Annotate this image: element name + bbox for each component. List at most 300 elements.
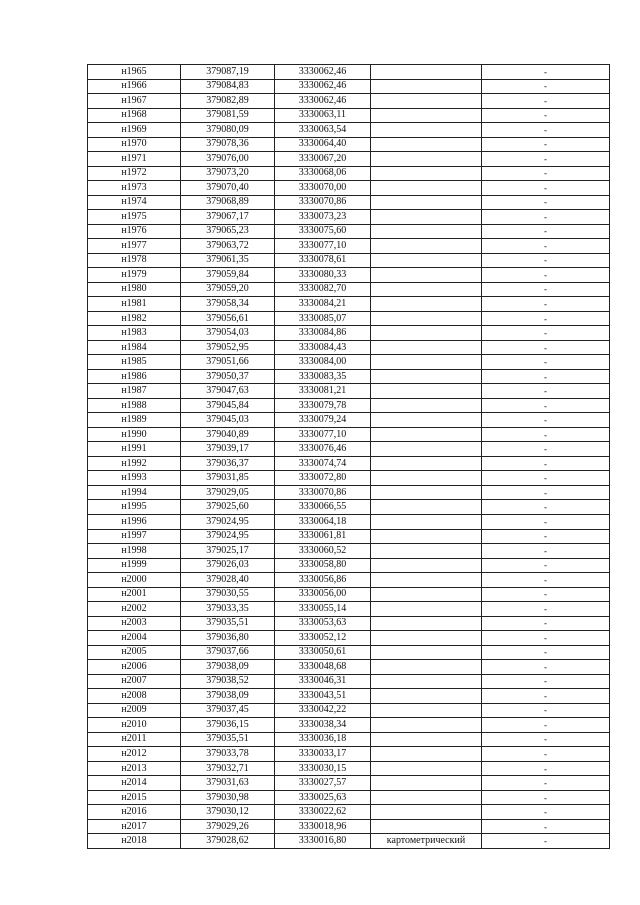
y-coordinate-cell: 3330079,78	[275, 398, 371, 413]
note-cell: -	[482, 355, 610, 370]
note-cell: -	[482, 544, 610, 559]
x-coordinate-cell: 379028,62	[181, 834, 275, 849]
y-coordinate-cell: 3330067,20	[275, 152, 371, 167]
method-cell	[371, 413, 482, 428]
point-number-cell: н1988	[88, 398, 181, 413]
y-coordinate-cell: 3330058,80	[275, 558, 371, 573]
note-cell: -	[482, 297, 610, 312]
point-number-cell: н1985	[88, 355, 181, 370]
y-coordinate-cell: 3330053,63	[275, 616, 371, 631]
x-coordinate-cell: 379050,37	[181, 369, 275, 384]
point-number-cell: н1970	[88, 137, 181, 152]
table-row	[88, 718, 610, 733]
point-number-cell: н1979	[88, 268, 181, 283]
y-coordinate-cell: 3330078,61	[275, 253, 371, 268]
x-coordinate-cell: 379030,55	[181, 587, 275, 602]
x-coordinate-cell: 379033,78	[181, 747, 275, 762]
y-coordinate-cell: 3330085,07	[275, 311, 371, 326]
method-cell	[371, 631, 482, 646]
table-row	[88, 660, 610, 675]
point-number-cell: н2005	[88, 645, 181, 660]
table-row	[88, 819, 610, 834]
note-cell: -	[482, 703, 610, 718]
note-cell: -	[482, 65, 610, 80]
method-cell	[371, 747, 482, 762]
note-cell: -	[482, 456, 610, 471]
point-number-cell: н2015	[88, 790, 181, 805]
note-cell: -	[482, 732, 610, 747]
point-number-cell: н1972	[88, 166, 181, 181]
method-cell	[371, 108, 482, 123]
y-coordinate-cell: 3330076,46	[275, 442, 371, 457]
note-cell: -	[482, 790, 610, 805]
note-cell: -	[482, 268, 610, 283]
point-number-cell: н2007	[88, 674, 181, 689]
x-coordinate-cell: 379036,15	[181, 718, 275, 733]
table-row	[88, 529, 610, 544]
x-coordinate-cell: 379067,17	[181, 210, 275, 225]
note-cell: -	[482, 340, 610, 355]
method-cell	[371, 558, 482, 573]
method-cell	[371, 587, 482, 602]
y-coordinate-cell: 3330062,46	[275, 79, 371, 94]
y-coordinate-cell: 3330062,46	[275, 65, 371, 80]
point-number-cell: н1981	[88, 297, 181, 312]
note-cell: -	[482, 413, 610, 428]
x-coordinate-cell: 379028,40	[181, 573, 275, 588]
y-coordinate-cell: 3330063,54	[275, 123, 371, 138]
point-number-cell: н1973	[88, 181, 181, 196]
method-cell	[371, 79, 482, 94]
point-number-cell: н2004	[88, 631, 181, 646]
method-cell	[371, 340, 482, 355]
point-number-cell: н2014	[88, 776, 181, 791]
note-cell: -	[482, 384, 610, 399]
x-coordinate-cell: 379024,95	[181, 529, 275, 544]
method-cell	[371, 355, 482, 370]
method-cell	[371, 805, 482, 820]
note-cell: -	[482, 195, 610, 210]
method-cell	[371, 790, 482, 805]
point-number-cell: н2002	[88, 602, 181, 617]
note-cell: -	[482, 500, 610, 515]
point-number-cell: н1992	[88, 456, 181, 471]
table-row	[88, 384, 610, 399]
x-coordinate-cell: 379070,40	[181, 181, 275, 196]
method-cell	[371, 602, 482, 617]
table-row	[88, 108, 610, 123]
x-coordinate-cell: 379029,05	[181, 485, 275, 500]
table-row	[88, 514, 610, 529]
point-number-cell: н1980	[88, 282, 181, 297]
method-cell	[371, 282, 482, 297]
method-cell	[371, 718, 482, 733]
y-coordinate-cell: 3330070,00	[275, 181, 371, 196]
table-row	[88, 268, 610, 283]
y-coordinate-cell: 3330084,86	[275, 326, 371, 341]
point-number-cell: н1971	[88, 152, 181, 167]
method-cell	[371, 529, 482, 544]
note-cell: -	[482, 776, 610, 791]
x-coordinate-cell: 379082,89	[181, 94, 275, 109]
x-coordinate-cell: 379024,95	[181, 514, 275, 529]
method-cell	[371, 195, 482, 210]
x-coordinate-cell: 379059,84	[181, 268, 275, 283]
x-coordinate-cell: 379068,89	[181, 195, 275, 210]
point-number-cell: н1982	[88, 311, 181, 326]
method-cell	[371, 732, 482, 747]
y-coordinate-cell: 3330077,10	[275, 239, 371, 254]
y-coordinate-cell: 3330066,55	[275, 500, 371, 515]
x-coordinate-cell: 379031,85	[181, 471, 275, 486]
note-cell: -	[482, 529, 610, 544]
note-cell: -	[482, 805, 610, 820]
method-cell	[371, 181, 482, 196]
method-cell	[371, 776, 482, 791]
method-cell	[371, 514, 482, 529]
table-row	[88, 79, 610, 94]
table-row	[88, 790, 610, 805]
point-number-cell: н1989	[88, 413, 181, 428]
point-number-cell: н1975	[88, 210, 181, 225]
point-number-cell: н2011	[88, 732, 181, 747]
y-coordinate-cell: 3330084,00	[275, 355, 371, 370]
method-cell	[371, 819, 482, 834]
y-coordinate-cell: 3330064,18	[275, 514, 371, 529]
table-row	[88, 398, 610, 413]
x-coordinate-cell: 379054,03	[181, 326, 275, 341]
y-coordinate-cell: 3330060,52	[275, 544, 371, 559]
table-row	[88, 195, 610, 210]
method-cell	[371, 544, 482, 559]
y-coordinate-cell: 3330084,43	[275, 340, 371, 355]
x-coordinate-cell: 379045,03	[181, 413, 275, 428]
x-coordinate-cell: 379080,09	[181, 123, 275, 138]
method-cell	[371, 369, 482, 384]
y-coordinate-cell: 3330050,61	[275, 645, 371, 660]
point-number-cell: н2013	[88, 761, 181, 776]
y-coordinate-cell: 3330077,10	[275, 427, 371, 442]
point-number-cell: н1995	[88, 500, 181, 515]
y-coordinate-cell: 3330030,15	[275, 761, 371, 776]
table-row	[88, 239, 610, 254]
table-row	[88, 631, 610, 646]
table-row	[88, 253, 610, 268]
note-cell: -	[482, 471, 610, 486]
x-coordinate-cell: 379037,66	[181, 645, 275, 660]
table-row	[88, 602, 610, 617]
note-cell: -	[482, 747, 610, 762]
note-cell: -	[482, 398, 610, 413]
y-coordinate-cell: 3330074,74	[275, 456, 371, 471]
y-coordinate-cell: 3330070,86	[275, 195, 371, 210]
note-cell: -	[482, 834, 610, 849]
y-coordinate-cell: 3330043,51	[275, 689, 371, 704]
table-row	[88, 413, 610, 428]
y-coordinate-cell: 3330064,40	[275, 137, 371, 152]
note-cell: -	[482, 602, 610, 617]
method-cell	[371, 442, 482, 457]
x-coordinate-cell: 379025,60	[181, 500, 275, 515]
table-row	[88, 834, 610, 849]
point-number-cell: н1978	[88, 253, 181, 268]
point-number-cell: н1983	[88, 326, 181, 341]
y-coordinate-cell: 3330055,14	[275, 602, 371, 617]
y-coordinate-cell: 3330063,11	[275, 108, 371, 123]
table-row	[88, 369, 610, 384]
table-row	[88, 761, 610, 776]
y-coordinate-cell: 3330062,46	[275, 94, 371, 109]
method-cell	[371, 500, 482, 515]
x-coordinate-cell: 379030,12	[181, 805, 275, 820]
point-number-cell: н2001	[88, 587, 181, 602]
point-number-cell: н2018	[88, 834, 181, 849]
table-row	[88, 471, 610, 486]
note-cell: -	[482, 152, 610, 167]
note-cell: -	[482, 79, 610, 94]
note-cell: -	[482, 819, 610, 834]
method-cell	[371, 253, 482, 268]
x-coordinate-cell: 379058,34	[181, 297, 275, 312]
x-coordinate-cell: 379029,26	[181, 819, 275, 834]
point-number-cell: н1991	[88, 442, 181, 457]
table-row	[88, 311, 610, 326]
note-cell: -	[482, 718, 610, 733]
point-number-cell: н2010	[88, 718, 181, 733]
method-cell	[371, 703, 482, 718]
coordinates-table-body	[88, 65, 610, 849]
method-cell	[371, 137, 482, 152]
table-row	[88, 587, 610, 602]
point-number-cell: н2017	[88, 819, 181, 834]
y-coordinate-cell: 3330080,33	[275, 268, 371, 283]
y-coordinate-cell: 3330082,70	[275, 282, 371, 297]
note-cell: -	[482, 660, 610, 675]
note-cell: -	[482, 587, 610, 602]
method-cell	[371, 660, 482, 675]
y-coordinate-cell: 3330046,31	[275, 674, 371, 689]
note-cell: -	[482, 108, 610, 123]
x-coordinate-cell: 379038,09	[181, 689, 275, 704]
y-coordinate-cell: 3330048,68	[275, 660, 371, 675]
table-row	[88, 137, 610, 152]
note-cell: -	[482, 311, 610, 326]
table-row	[88, 442, 610, 457]
note-cell: -	[482, 239, 610, 254]
point-number-cell: н1977	[88, 239, 181, 254]
note-cell: -	[482, 761, 610, 776]
y-coordinate-cell: 3330036,18	[275, 732, 371, 747]
note-cell: -	[482, 573, 610, 588]
note-cell: -	[482, 326, 610, 341]
table-row	[88, 152, 610, 167]
method-cell	[371, 210, 482, 225]
method-cell	[371, 471, 482, 486]
point-number-cell: н2006	[88, 660, 181, 675]
x-coordinate-cell: 379035,51	[181, 732, 275, 747]
table-row	[88, 703, 610, 718]
x-coordinate-cell: 379036,37	[181, 456, 275, 471]
table-row	[88, 456, 610, 471]
x-coordinate-cell: 379084,83	[181, 79, 275, 94]
method-cell	[371, 645, 482, 660]
method-cell	[371, 616, 482, 631]
point-number-cell: н1990	[88, 427, 181, 442]
note-cell: -	[482, 645, 610, 660]
x-coordinate-cell: 379036,80	[181, 631, 275, 646]
x-coordinate-cell: 379076,00	[181, 152, 275, 167]
table-row	[88, 181, 610, 196]
method-cell	[371, 311, 482, 326]
x-coordinate-cell: 379038,52	[181, 674, 275, 689]
method-cell: картометрический	[371, 834, 482, 849]
note-cell: -	[482, 166, 610, 181]
table-row	[88, 645, 610, 660]
point-number-cell: н1974	[88, 195, 181, 210]
point-number-cell: н1966	[88, 79, 181, 94]
note-cell: -	[482, 224, 610, 239]
y-coordinate-cell: 3330018,96	[275, 819, 371, 834]
y-coordinate-cell: 3330056,00	[275, 587, 371, 602]
table-row	[88, 689, 610, 704]
y-coordinate-cell: 3330022,62	[275, 805, 371, 820]
note-cell: -	[482, 253, 610, 268]
method-cell	[371, 152, 482, 167]
x-coordinate-cell: 379047,63	[181, 384, 275, 399]
table-row	[88, 224, 610, 239]
method-cell	[371, 398, 482, 413]
table-row	[88, 485, 610, 500]
method-cell	[371, 761, 482, 776]
point-number-cell: н2008	[88, 689, 181, 704]
y-coordinate-cell: 3330052,12	[275, 631, 371, 646]
point-number-cell: н1996	[88, 514, 181, 529]
table-row	[88, 544, 610, 559]
point-number-cell: н2012	[88, 747, 181, 762]
table-row	[88, 805, 610, 820]
x-coordinate-cell: 379040,89	[181, 427, 275, 442]
point-number-cell: н1998	[88, 544, 181, 559]
point-number-cell: н1965	[88, 65, 181, 80]
table-row	[88, 340, 610, 355]
table-row	[88, 732, 610, 747]
y-coordinate-cell: 3330016,80	[275, 834, 371, 849]
method-cell	[371, 123, 482, 138]
method-cell	[371, 94, 482, 109]
table-row	[88, 94, 610, 109]
table-row	[88, 747, 610, 762]
x-coordinate-cell: 379031,63	[181, 776, 275, 791]
note-cell: -	[482, 631, 610, 646]
note-cell: -	[482, 123, 610, 138]
note-cell: -	[482, 427, 610, 442]
table-row	[88, 776, 610, 791]
y-coordinate-cell: 3330025,63	[275, 790, 371, 805]
table-row	[88, 558, 610, 573]
x-coordinate-cell: 379081,59	[181, 108, 275, 123]
x-coordinate-cell: 379039,17	[181, 442, 275, 457]
x-coordinate-cell: 379061,35	[181, 253, 275, 268]
method-cell	[371, 65, 482, 80]
point-number-cell: н1987	[88, 384, 181, 399]
note-cell: -	[482, 689, 610, 704]
method-cell	[371, 427, 482, 442]
note-cell: -	[482, 558, 610, 573]
y-coordinate-cell: 3330056,86	[275, 573, 371, 588]
method-cell	[371, 689, 482, 704]
note-cell: -	[482, 514, 610, 529]
method-cell	[371, 485, 482, 500]
point-number-cell: н1986	[88, 369, 181, 384]
y-coordinate-cell: 3330079,24	[275, 413, 371, 428]
coordinates-table	[87, 64, 610, 849]
table-row	[88, 123, 610, 138]
point-number-cell: н1993	[88, 471, 181, 486]
point-number-cell: н1984	[88, 340, 181, 355]
note-cell: -	[482, 674, 610, 689]
point-number-cell: н1976	[88, 224, 181, 239]
table-row	[88, 616, 610, 631]
point-number-cell: н1994	[88, 485, 181, 500]
y-coordinate-cell: 3330042,22	[275, 703, 371, 718]
note-cell: -	[482, 282, 610, 297]
method-cell	[371, 239, 482, 254]
x-coordinate-cell: 379032,71	[181, 761, 275, 776]
method-cell	[371, 326, 482, 341]
x-coordinate-cell: 379025,17	[181, 544, 275, 559]
note-cell: -	[482, 181, 610, 196]
y-coordinate-cell: 3330061,81	[275, 529, 371, 544]
y-coordinate-cell: 3330033,17	[275, 747, 371, 762]
y-coordinate-cell: 3330068,06	[275, 166, 371, 181]
y-coordinate-cell: 3330027,57	[275, 776, 371, 791]
table-row	[88, 282, 610, 297]
point-number-cell: н2016	[88, 805, 181, 820]
table-row	[88, 427, 610, 442]
note-cell: -	[482, 137, 610, 152]
x-coordinate-cell: 379059,20	[181, 282, 275, 297]
x-coordinate-cell: 379063,72	[181, 239, 275, 254]
method-cell	[371, 384, 482, 399]
method-cell	[371, 573, 482, 588]
y-coordinate-cell: 3330072,80	[275, 471, 371, 486]
method-cell	[371, 297, 482, 312]
y-coordinate-cell: 3330073,23	[275, 210, 371, 225]
x-coordinate-cell: 379078,36	[181, 137, 275, 152]
table-row	[88, 65, 610, 80]
y-coordinate-cell: 3330084,21	[275, 297, 371, 312]
point-number-cell: н1967	[88, 94, 181, 109]
note-cell: -	[482, 616, 610, 631]
y-coordinate-cell: 3330083,35	[275, 369, 371, 384]
table-row	[88, 573, 610, 588]
x-coordinate-cell: 379026,03	[181, 558, 275, 573]
point-number-cell: н2000	[88, 573, 181, 588]
method-cell	[371, 674, 482, 689]
method-cell	[371, 268, 482, 283]
table-row	[88, 500, 610, 515]
point-number-cell: н2003	[88, 616, 181, 631]
method-cell	[371, 224, 482, 239]
y-coordinate-cell: 3330038,34	[275, 718, 371, 733]
table-row	[88, 674, 610, 689]
point-number-cell: н1999	[88, 558, 181, 573]
x-coordinate-cell: 379037,45	[181, 703, 275, 718]
x-coordinate-cell: 379035,51	[181, 616, 275, 631]
point-number-cell: н1997	[88, 529, 181, 544]
x-coordinate-cell: 379052,95	[181, 340, 275, 355]
x-coordinate-cell: 379045,84	[181, 398, 275, 413]
